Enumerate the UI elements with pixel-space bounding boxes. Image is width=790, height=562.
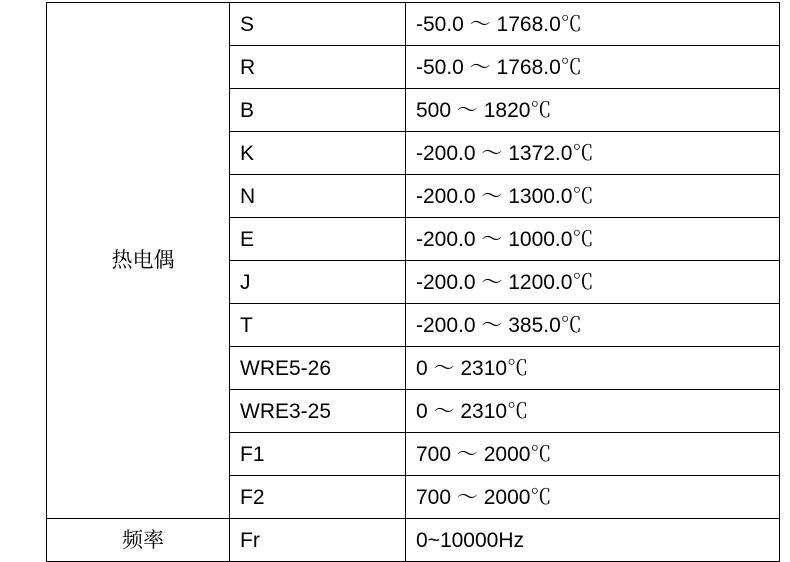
table-body bbox=[47, 3, 780, 562]
type-cell: T bbox=[230, 304, 406, 347]
type-cell: Fr bbox=[230, 519, 406, 562]
range-cell: -50.0 ～ 1768.0℃ bbox=[406, 46, 780, 89]
range-cell: 0 ～ 2310℃ bbox=[406, 347, 780, 390]
range-cell: 700 ～ 2000℃ bbox=[406, 476, 780, 519]
type-cell: WRE3-25 bbox=[230, 390, 406, 433]
group-cell-frequency: 频率 bbox=[47, 519, 230, 562]
table-row bbox=[47, 519, 780, 562]
table-row bbox=[47, 3, 780, 46]
range-cell: -200.0 ～ 1000.0℃ bbox=[406, 218, 780, 261]
specification-table bbox=[46, 2, 780, 562]
group-cell-thermocouple: 热电偶 bbox=[47, 3, 230, 519]
range-cell: 0 ～ 2310℃ bbox=[406, 390, 780, 433]
range-cell: -200.0 ～ 1200.0℃ bbox=[406, 261, 780, 304]
type-cell: F1 bbox=[230, 433, 406, 476]
type-cell: K bbox=[230, 132, 406, 175]
type-cell: WRE5-26 bbox=[230, 347, 406, 390]
type-cell: J bbox=[230, 261, 406, 304]
type-cell: N bbox=[230, 175, 406, 218]
range-cell: 700 ～ 2000℃ bbox=[406, 433, 780, 476]
range-cell: -50.0 ～ 1768.0℃ bbox=[406, 3, 780, 46]
type-cell: B bbox=[230, 89, 406, 132]
type-cell: E bbox=[230, 218, 406, 261]
type-cell: S bbox=[230, 3, 406, 46]
range-cell: -200.0 ～ 1372.0℃ bbox=[406, 132, 780, 175]
type-cell: F2 bbox=[230, 476, 406, 519]
range-cell: 500 ～ 1820℃ bbox=[406, 89, 780, 132]
range-cell: -200.0 ～ 385.0℃ bbox=[406, 304, 780, 347]
range-cell: -200.0 ～ 1300.0℃ bbox=[406, 175, 780, 218]
range-cell: 0~10000Hz bbox=[406, 519, 780, 562]
type-cell: R bbox=[230, 46, 406, 89]
